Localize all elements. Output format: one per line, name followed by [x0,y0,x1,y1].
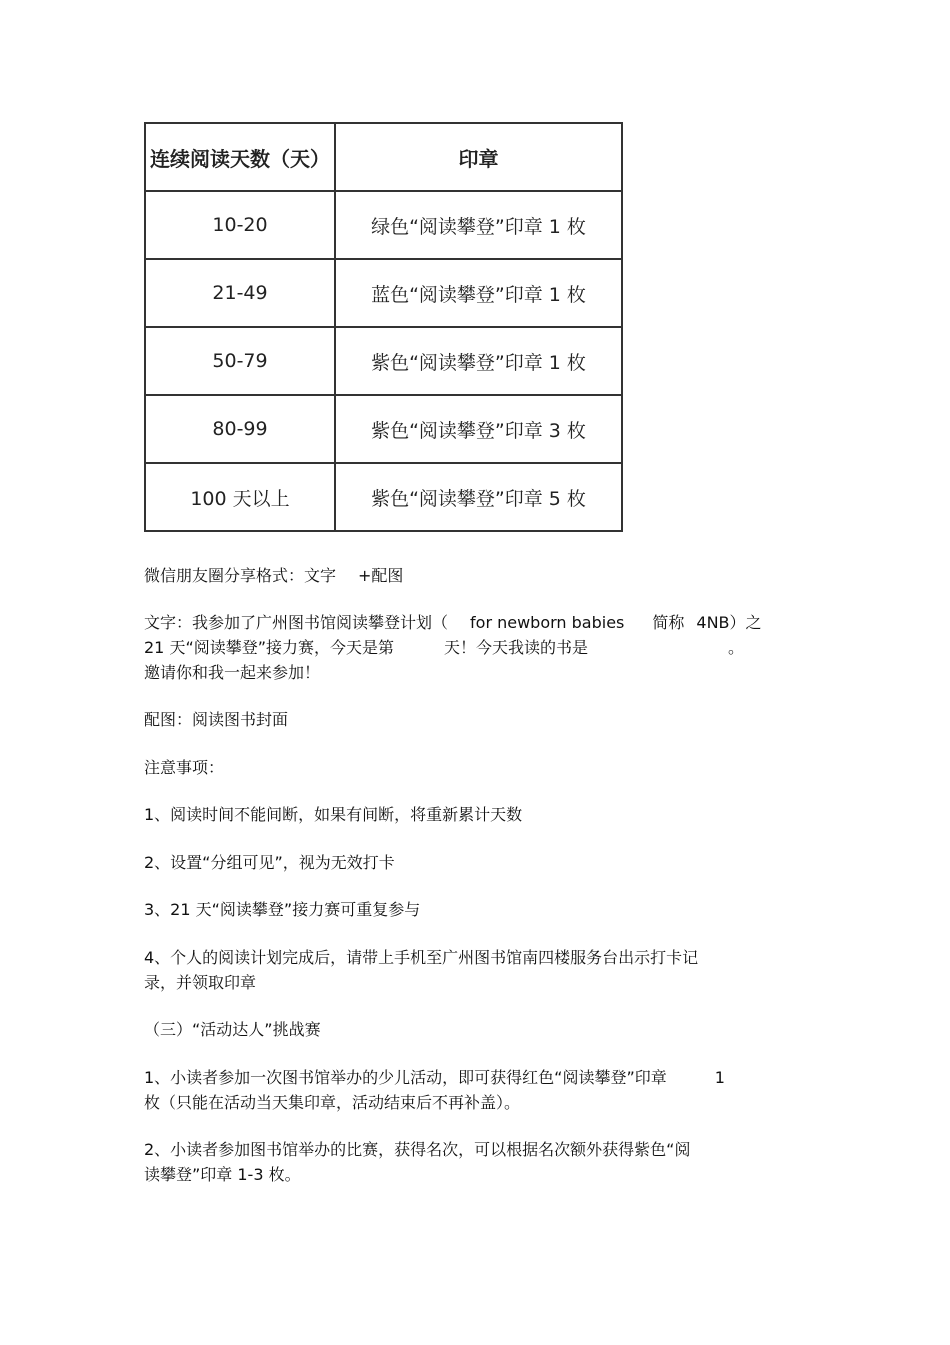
table-row [145,191,622,259]
share-text-part: 文字：我参加了广州图书馆阅读攀登计划（ [144,613,449,632]
share-text-line1 [144,610,804,635]
days-cell: 21-49 [145,259,335,327]
days-cell: 100 天以上 [145,463,335,531]
section3-text-part: 1、小读者参加一次图书馆举办的少儿活动，即可获得红色“阅读攀登”印章 [144,1068,667,1087]
note-item: 1、阅读时间不能间断，如果有间断，将重新累计天数 [144,805,523,824]
table-row [145,395,622,463]
section3-title: （三）“活动达人”挑战赛 [144,1020,321,1039]
notes-title: 注意事项： [144,758,225,777]
share-text-part: 简称 [652,613,685,632]
share-text-english: for newborn babies [470,613,625,632]
stamp-cell: 紫色“阅读攀登”印章 5 枚 [335,463,622,531]
table-header-row [145,123,622,191]
stamp-cell: 紫色“阅读攀登”印章 1 枚 [335,327,622,395]
header-days: 连续阅读天数（天） [145,123,335,191]
share-text-part: 天！今天我读的书是 [444,638,589,657]
table-row [145,463,622,531]
note-item: 录，并领取印章 [144,973,257,992]
note-item: 3、21 天“阅读攀登”接力赛可重复参与 [144,900,421,919]
stamp-cell: 绿色“阅读攀登”印章 1 枚 [335,191,622,259]
days-cell: 50-79 [145,327,335,395]
section3-item1-line1 [144,1065,804,1090]
days-cell: 80-99 [145,395,335,463]
stamp-table [144,122,623,532]
share-text-line3: 邀请你和我一起来参加！ [144,663,321,682]
share-text-part: 21 天“阅读攀登”接力赛，今天是第 [144,638,395,657]
table-row [145,259,622,327]
section3-item2-line1: 2、小读者参加图书馆举办的比赛，获得名次，可以根据名次额外获得紫色“阅 [144,1140,691,1159]
section3-item2-line2: 读攀登”印章 1-3 枚。 [144,1165,301,1184]
stamp-cell: 蓝色“阅读攀登”印章 1 枚 [335,259,622,327]
header-stamp: 印章 [335,123,622,191]
share-format-line [144,563,804,588]
days-cell: 10-20 [145,191,335,259]
share-format-label: 微信朋友圈分享格式：文字 [144,566,337,585]
share-text-part: 4NB）之 [696,613,762,632]
share-image-line: 配图：阅读图书封面 [144,710,289,729]
share-text-line2 [144,635,804,660]
share-format-plus: +配图 [358,566,404,585]
section3-text-part: 1 [714,1068,725,1087]
share-text-part: 。 [728,638,745,657]
table-row [145,327,622,395]
stamp-cell: 紫色“阅读攀登”印章 3 枚 [335,395,622,463]
note-item: 4、个人的阅读计划完成后，请带上手机至广州图书馆南四楼服务台出示打卡记 [144,948,699,967]
section3-item1-line2: 枚（只能在活动当天集印章，活动结束后不再补盖）。 [144,1093,521,1112]
note-item: 2、设置“分组可见”，视为无效打卡 [144,853,395,872]
